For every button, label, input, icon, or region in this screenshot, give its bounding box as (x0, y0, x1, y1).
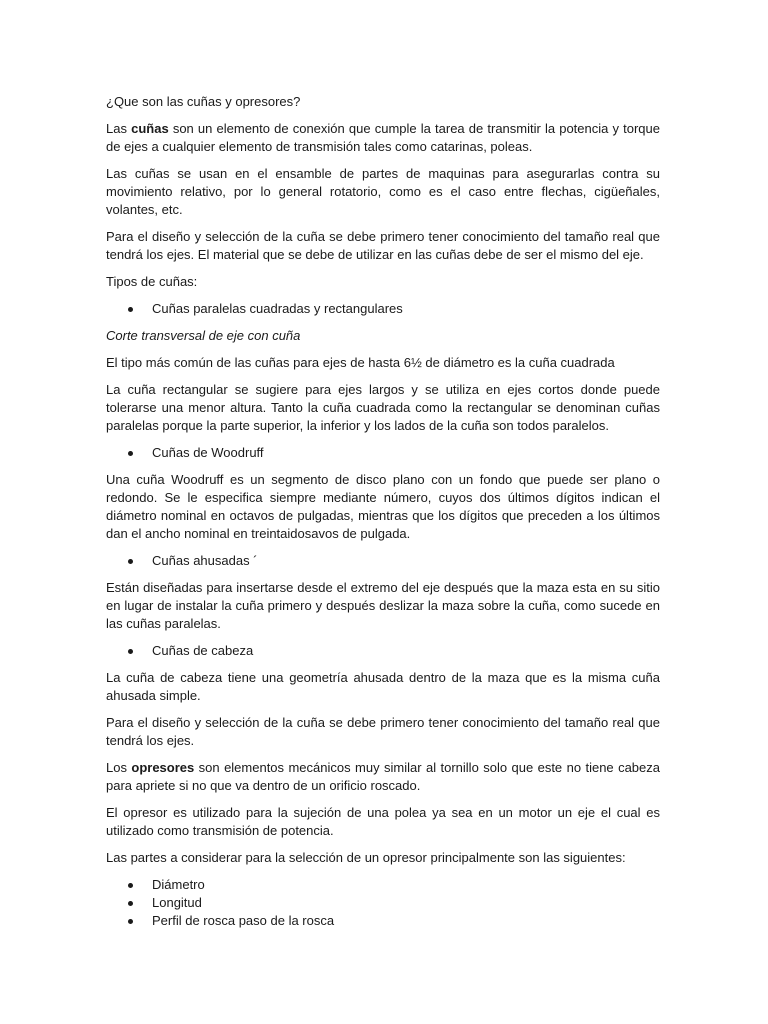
bullet-icon (128, 451, 133, 456)
bullet-icon (128, 883, 133, 888)
text-post: son un elemento de conexión que cumple la tarea de transmitir la potencia y torque de ejes a cualquier elemento de transmisión tales como catarinas, poleas. (106, 121, 660, 154)
list-item (106, 552, 660, 570)
paragraph-rectangular-key: La cuña rectangular se sugiere para ejes largos y se utiliza en ejes cortos donde puede tolerarse una menor altura. Tanto la cuña cuadrada como la rectangular se denominan cuñas paralelas porque la parte superior, la inferior y los lados de la cuña son todos paralelos. (106, 382, 660, 433)
list-item (106, 300, 660, 318)
paragraph-opresor-parts: Las partes a considerar para la selección de un opresor principalmente son las siguientes: (106, 850, 626, 865)
bullet-icon (128, 649, 133, 654)
caption-cross-section: Corte transversal de eje con cuña (106, 328, 301, 343)
list-item-text: Longitud (152, 895, 202, 910)
bullet-list-final (106, 876, 660, 930)
list-item-text: Cuñas ahusadas ´ (152, 553, 258, 568)
list-item (106, 876, 660, 894)
paragraph-opresores-definition (106, 759, 660, 795)
paragraph-cunas-definition (106, 120, 660, 156)
text-post: son elementos mecánicos muy similar al tornillo solo que este no tiene cabeza para apriete si no que va dentro de un orificio roscado. (106, 760, 660, 793)
paragraph-square-key: El tipo más común de las cuñas para ejes de hasta 6½ de diámetro es la cuña cuadrada (106, 355, 615, 370)
paragraph-woodruff: Una cuña Woodruff es un segmento de disco plano con un fondo que puede ser plano o redondo. Se le especifica siempre mediante número, cuyos dos últimos dígitos indican el diámetro nominal en octavos de pulgadas, mientras que los dígitos que preceden a los últimos dan el ancho nominal en treintaidosavos de pulgada. (106, 472, 660, 541)
text-pre: Los (106, 760, 132, 775)
paragraph-tapered: Están diseñadas para insertarse desde el extremo del eje después que la maza esta en su sitio en lugar de instalar la cuña primero y después deslizar la maza sobre la cuña, como sucede en las cuñas paralelas. (106, 580, 660, 631)
list-item-text: Cuñas paralelas cuadradas y rectangulares (152, 301, 403, 316)
bullet-list-woodruff (106, 444, 660, 462)
document-title: ¿Que son las cuñas y opresores? (106, 94, 301, 109)
bullet-icon (128, 307, 133, 312)
list-item (106, 894, 660, 912)
paragraph-cunas-usage: Las cuñas se usan en el ensamble de partes de maquinas para asegurarlas contra su movimiento relativo, por lo general rotatorio, como es el caso entre flechas, cigüeñales, volantes, etc. (106, 166, 660, 217)
list-item (106, 444, 660, 462)
paragraph-head-key: La cuña de cabeza tiene una geometría ahusada dentro de la maza que es la misma cuña ahusada simple. (106, 670, 660, 703)
paragraph-design-selection-2: Para el diseño y selección de la cuña se debe primero tener conocimiento del tamaño real que tendrá los ejes. (106, 715, 660, 748)
bullet-list-tapered (106, 552, 660, 570)
bold-term-cunas: cuñas (131, 121, 169, 136)
list-item-text: Perfil de rosca paso de la rosca (152, 913, 335, 928)
paragraph-opresor-usage: El opresor es utilizado para la sujeción de una polea ya sea en un motor un eje el cual es utilizado como transmisión de potencia. (106, 805, 660, 838)
list-item-text: Cuñas de cabeza (152, 643, 254, 658)
list-item (106, 912, 660, 930)
bold-term-opresores: opresores (131, 760, 195, 775)
list-item (106, 642, 660, 660)
list-item-text: Diámetro (152, 877, 205, 892)
paragraph-types-heading: Tipos de cuñas: (106, 274, 198, 289)
bullet-list-parallel (106, 300, 660, 318)
list-item-text: Cuñas de Woodruff (152, 445, 264, 460)
bullet-icon (128, 559, 133, 564)
bullet-list-head (106, 642, 660, 660)
bullet-icon (128, 919, 133, 924)
text-pre: Las (106, 121, 132, 136)
paragraph-design-selection: Para el diseño y selección de la cuña se debe primero tener conocimiento del tamaño real que tendrá los ejes. El material que se debe de utilizar en las cuñas debe de ser el mismo del eje. (106, 229, 660, 262)
bullet-icon (128, 901, 133, 906)
